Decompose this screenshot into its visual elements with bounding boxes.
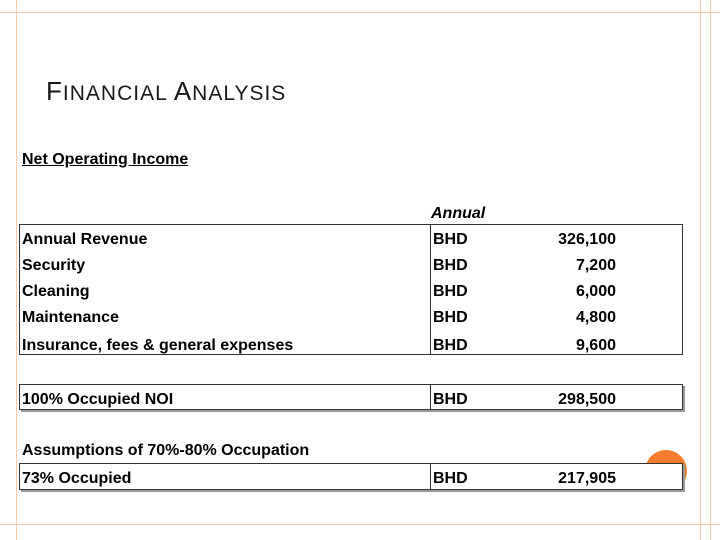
frame-bottom-line — [0, 524, 720, 525]
row-value: 7,200 — [575, 257, 616, 274]
occupied-currency: BHD — [433, 470, 468, 487]
row-value: 9,600 — [575, 337, 616, 354]
row-value: 4,800 — [575, 309, 616, 326]
row-label-insurance: Insurance, fees & general expenses — [22, 337, 294, 354]
column-divider — [430, 385, 431, 409]
row-currency: BHD — [433, 257, 468, 274]
column-divider — [430, 225, 431, 354]
row-label-cleaning: Cleaning — [22, 283, 90, 300]
assumptions-label: Assumptions of 70%-80% Occupation — [22, 442, 310, 459]
row-currency: BHD — [433, 309, 468, 326]
annual-column-header: Annual — [431, 205, 486, 222]
row-label-security: Security — [22, 257, 86, 274]
frame-right-line-outer — [710, 0, 711, 540]
noi-label: 100% Occupied NOI — [22, 391, 174, 408]
slide-title: FINANCIAL ANALYSIS — [46, 76, 287, 106]
section-subtitle: Net Operating Income — [22, 151, 189, 168]
noi-currency: BHD — [433, 391, 468, 408]
row-value: 326,100 — [558, 231, 616, 248]
column-divider — [430, 464, 431, 489]
occupied-label: 73% Occupied — [22, 470, 132, 487]
frame-right-line — [700, 0, 701, 540]
row-value: 6,000 — [575, 283, 616, 300]
row-label-maintenance: Maintenance — [22, 309, 119, 326]
row-currency: BHD — [433, 283, 468, 300]
frame-top-line — [0, 12, 720, 13]
row-label-annual-revenue: Annual Revenue — [22, 231, 148, 248]
row-currency: BHD — [433, 337, 468, 354]
frame-left-line — [16, 0, 17, 540]
occupied-value: 217,905 — [558, 470, 616, 487]
noi-value: 298,500 — [558, 391, 616, 408]
row-currency: BHD — [433, 231, 468, 248]
